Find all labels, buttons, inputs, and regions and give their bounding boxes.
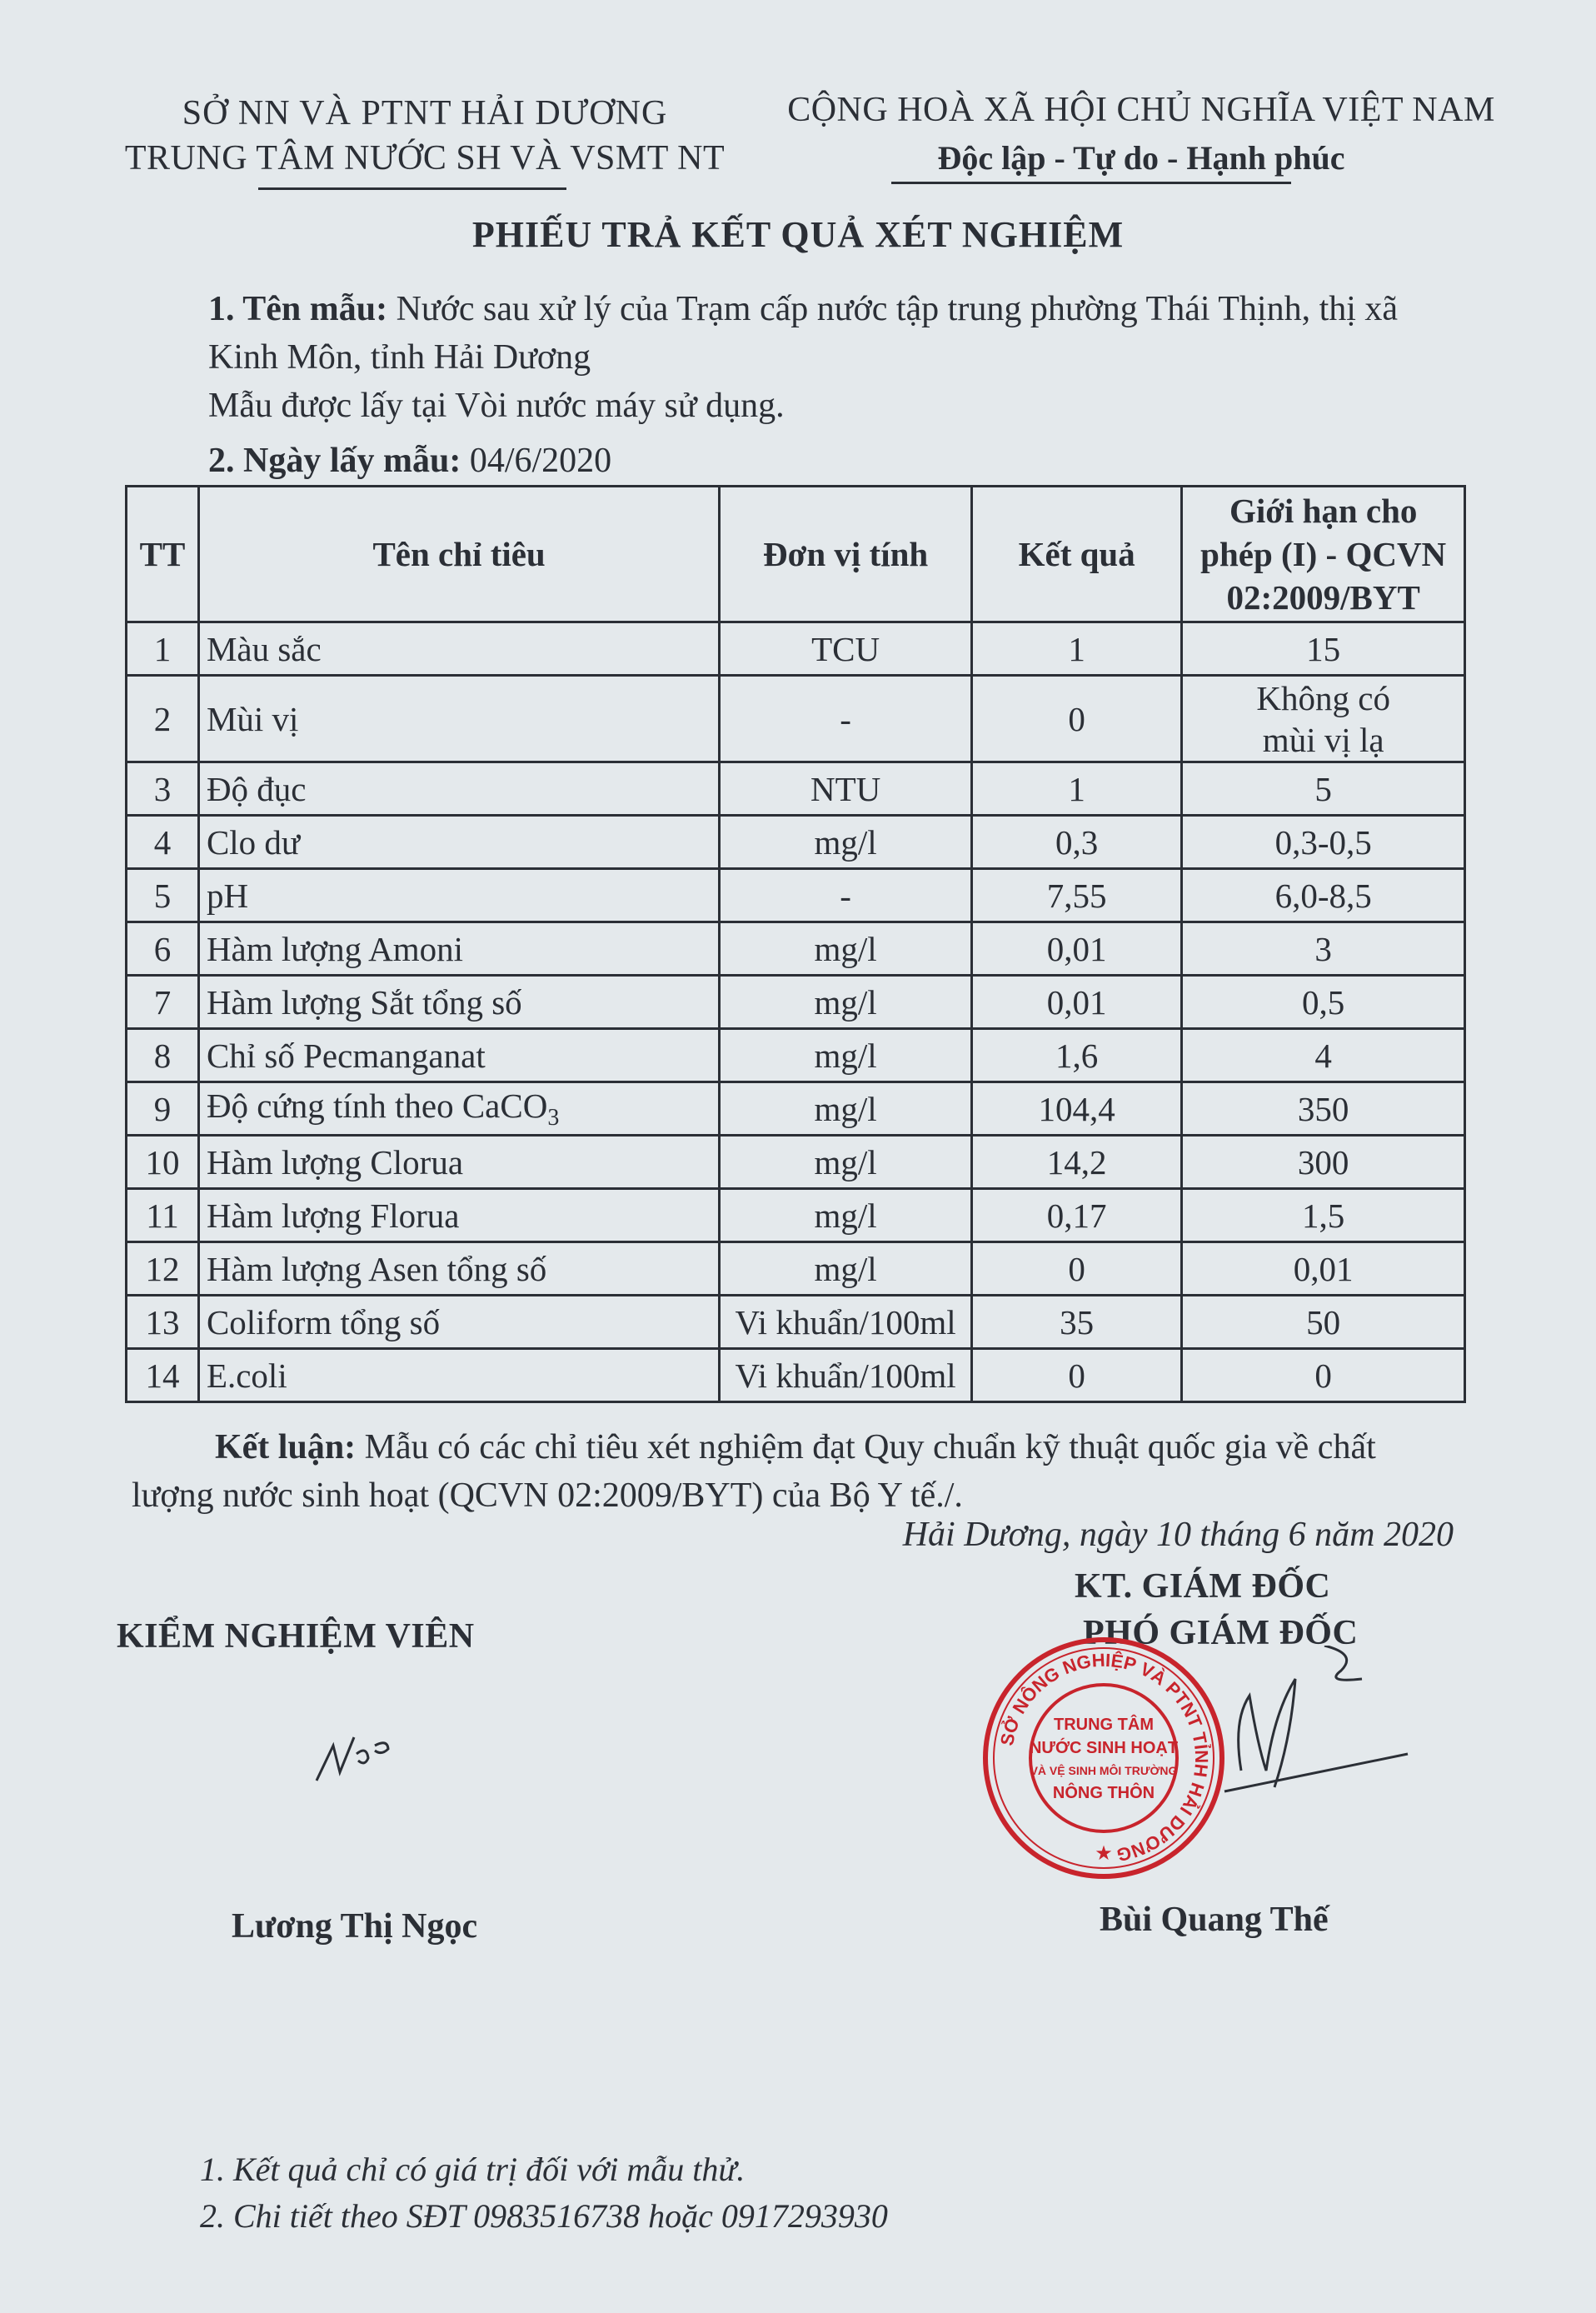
table-row [127,762,1465,816]
row-limit: 3 [1182,922,1465,976]
row-unit: mg/l [720,976,972,1029]
table-header-row [127,487,1465,622]
row-result: 0,17 [971,1189,1181,1242]
row-unit: mg/l [720,1242,972,1296]
stamp-center-line2: NƯỚC SINH HOẠT [1029,1739,1179,1757]
national-header [733,90,1549,177]
table-row [127,869,1465,922]
sample-date-value: 04/6/2020 [469,442,612,480]
col-header-tt: TT [127,487,199,622]
row-tt: 1 [127,622,199,676]
sample-location: Mẫu được lấy tại Vòi nước máy sử dụng. [208,387,785,425]
row-name: Hàm lượng Amoni [198,922,719,976]
place-date: Hải Dương, ngày 10 tháng 6 năm 2020 [902,1516,1454,1554]
inspector-title: KIỂM NGHIỆM VIÊN [117,1617,475,1656]
national-motto: Độc lập - Tự do - Hạnh phúc [937,139,1345,177]
row-name-text: Độ cứng tính theo CaCO [206,1086,548,1125]
row-unit: mg/l [720,1189,972,1242]
row-tt: 11 [127,1189,199,1242]
conclusion-line1 [132,1423,1464,1471]
agency-name-line2: TRUNG TÂM NƯỚC SH VÀ VSMT NT [124,139,726,177]
row-name-subscript: 3 [547,1105,560,1132]
conclusion-text: Mẫu có các chỉ tiêu xét nghiệm đạt Quy chuẩn kỹ thuật quốc gia về chất [364,1428,1376,1466]
inspector-name: Lương Thị Ngọc [232,1907,478,1946]
table-row [127,676,1465,762]
document-title: PHIẾU TRẢ KẾT QUẢ XÉT NGHIỆM [471,214,1125,255]
row-tt: 12 [127,1242,199,1296]
row-name: pH [198,869,719,922]
conclusion-line2: lượng nước sinh hoạt (QCVN 02:2009/BYT) của Bộ Y tế./. [132,1476,963,1515]
stamp-center-line1: TRUNG TÂM [1054,1716,1154,1734]
sample-date-line [208,437,611,485]
limit-header-line3: 02:2009/BYT [1226,578,1420,617]
row-unit: Vi khuẩn/100ml [720,1296,972,1349]
row-limit: 0 [1182,1349,1465,1402]
row-limit: 15 [1182,622,1465,676]
agency-name-line1: SỞ NN VÀ PTNT HẢI DƯƠNG [182,94,668,132]
row-tt: 4 [127,816,199,869]
row-name: E.coli [198,1349,719,1402]
official-stamp [979,1633,1229,1883]
row-tt: 6 [127,922,199,976]
conclusion [132,1423,1464,1520]
row-result: 0 [971,676,1181,762]
row-unit: mg/l [720,1136,972,1189]
row-tt: 9 [127,1082,199,1136]
row-result: 0 [971,1349,1181,1402]
deputy-director-title: PHÓ GIÁM ĐỐC [1083,1614,1359,1652]
stamp-star-icon: ★ [1095,1841,1113,1865]
footnote-1: 1. Kết quả chỉ có giá trị đối với mẫu thử. [200,2151,746,2188]
row-limit: 50 [1182,1296,1465,1349]
table-row [127,1029,1465,1082]
row-result: 14,2 [971,1136,1181,1189]
row-unit: Vi khuẩn/100ml [720,1349,972,1402]
agency-underline [258,187,566,190]
table-row [127,1136,1465,1189]
footnotes [200,2146,888,2240]
table-row [127,622,1465,676]
row-limit [1182,676,1465,762]
row-result: 35 [971,1296,1181,1349]
director-title: KT. GIÁM ĐỐC [1075,1567,1331,1606]
results-table [125,485,1466,1403]
sample-name-line [208,285,1499,333]
row-result: 104,4 [971,1082,1181,1136]
row-name: Clo dư [198,816,719,869]
row-limit: 0,3-0,5 [1182,816,1465,869]
row-result: 0,01 [971,976,1181,1029]
row-tt: 8 [127,1029,199,1082]
row-result: 1,6 [971,1029,1181,1082]
row-limit: 4 [1182,1029,1465,1082]
row-tt: 13 [127,1296,199,1349]
col-header-limit [1182,487,1465,622]
row-limit: 5 [1182,762,1465,816]
row-result: 1 [971,762,1181,816]
stamp-ring-text: SỞ NÔNG NGHIỆP VÀ PTNT TỈNH HẢI DƯƠNG [995,1649,1213,1866]
row-unit: mg/l [720,816,972,869]
agency-header [92,93,758,178]
row-unit: - [720,676,972,762]
row-limit: 0,01 [1182,1242,1465,1296]
row-result: 7,55 [971,869,1181,922]
row-unit: TCU [720,622,972,676]
row-result: 0,3 [971,816,1181,869]
row-name: Coliform tổng số [198,1296,719,1349]
col-header-name: Tên chỉ tiêu [198,487,719,622]
sample-name-line2: Kinh Môn, tỉnh Hải Dương [208,338,591,377]
table-row [127,1082,1465,1136]
director-signature [1199,1646,1416,1812]
sample-name-value: Nước sau xử lý của Trạm cấp nước tập trung phường Thái Thịnh, thị xã [396,290,1399,328]
row-tt: 5 [127,869,199,922]
row-name: Độ đục [198,762,719,816]
table-row [127,1296,1465,1349]
table-row [127,976,1465,1029]
row-name [198,1082,719,1136]
row-name: Hàm lượng Clorua [198,1136,719,1189]
row-limit: 300 [1182,1136,1465,1189]
row-limit: 1,5 [1182,1189,1465,1242]
row-result: 1 [971,622,1181,676]
row-name: Màu sắc [198,622,719,676]
row-result: 0,01 [971,922,1181,976]
col-header-result: Kết quả [971,487,1181,622]
col-header-unit: Đơn vị tính [720,487,972,622]
sample-name-label: 1. Tên mẫu: [208,290,388,328]
stamp-center-line3: VÀ VỆ SINH MÔI TRƯỜNG [1030,1764,1178,1777]
motto-underline [891,182,1291,184]
row-name: Hàm lượng Florua [198,1189,719,1242]
row-unit: mg/l [720,922,972,976]
limit-header-line1: Giới hạn cho [1229,492,1418,530]
sample-date-label: 2. Ngày lấy mẫu: [208,442,461,480]
row-name: Chỉ số Pecmanganat [198,1029,719,1082]
row-unit: mg/l [720,1029,972,1082]
row-tt: 3 [127,762,199,816]
row-unit: - [720,869,972,922]
row-unit: mg/l [720,1082,972,1136]
row-name: Hàm lượng Asen tổng số [198,1242,719,1296]
director-name: Bùi Quang Thế [1100,1901,1329,1939]
row-limit-line2: mùi vị lạ [1262,720,1384,759]
row-name: Mùi vị [198,676,719,762]
table-row [127,922,1465,976]
table-row [127,1189,1465,1242]
row-tt: 7 [127,976,199,1029]
row-limit: 0,5 [1182,976,1465,1029]
row-limit: 6,0-8,5 [1182,869,1465,922]
row-unit: NTU [720,762,972,816]
footnote-2: 2. Chi tiết theo SĐT 0983516738 hoặc 0917293930 [200,2197,888,2235]
row-result: 0 [971,1242,1181,1296]
row-limit-line1: Không có [1256,678,1390,717]
row-tt: 2 [127,676,199,762]
row-tt: 14 [127,1349,199,1402]
conclusion-label: Kết luận: [215,1428,357,1466]
row-limit: 350 [1182,1082,1465,1136]
table-row [127,1349,1465,1402]
national-title: CỘNG HOÀ XÃ HỘI CHỦ NGHĨA VIỆT NAM [787,91,1495,129]
table-row [127,816,1465,869]
stamp-center-line4: NÔNG THÔN [1052,1784,1155,1802]
table-row [127,1242,1465,1296]
limit-header-line2: phép (I) - QCVN [1200,535,1447,573]
row-tt: 10 [127,1136,199,1189]
inspector-signature [308,1721,408,1796]
row-name: Hàm lượng Sắt tổng số [198,976,719,1029]
